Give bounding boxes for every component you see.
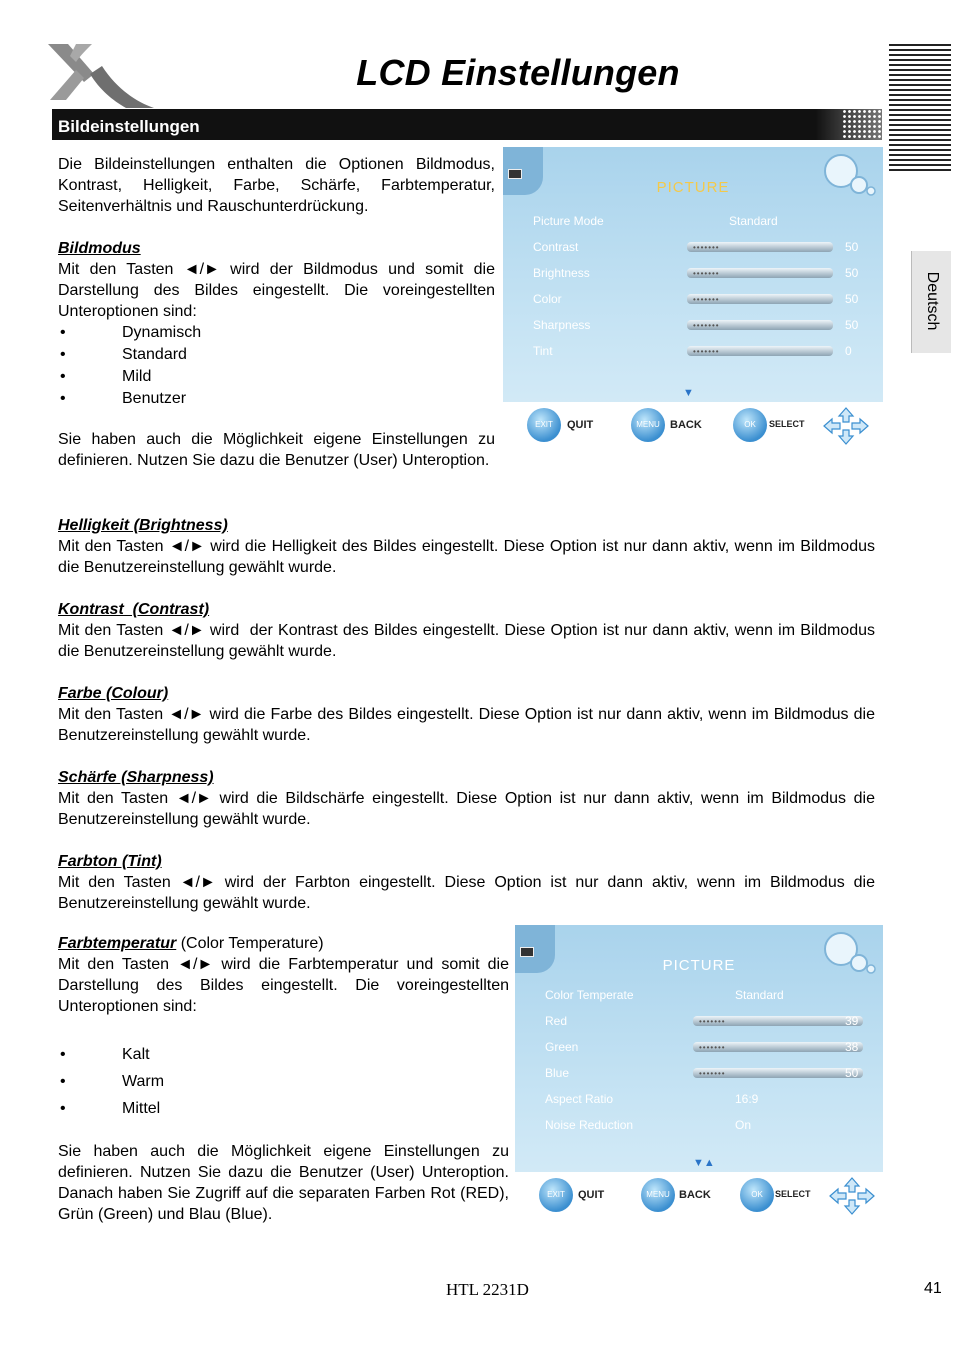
- ok-button: OK: [740, 1178, 774, 1212]
- picture-menu-screenshot: [503, 147, 883, 450]
- menu-footer: [503, 402, 883, 450]
- list-item: • Mild: [58, 366, 495, 387]
- menu-row: [545, 1115, 853, 1135]
- settings-block: [58, 515, 880, 914]
- menu-row-label: Red: [545, 1014, 568, 1028]
- bildmodus-heading: Bildmodus: [58, 240, 141, 257]
- menu-row-label: Aspect Ratio: [545, 1092, 614, 1106]
- back-label: BACK: [679, 1189, 711, 1201]
- quit-label: QUIT: [578, 1189, 605, 1201]
- decorative-stripes: [889, 44, 951, 172]
- slider-bar: •••••••: [693, 1016, 863, 1026]
- kontrast-heading: Kontrast (Contrast): [58, 601, 210, 618]
- farbton-heading: Farbton (Tint): [58, 853, 162, 870]
- section-title: Bildeinstellungen: [58, 117, 200, 136]
- menu-row: [545, 1089, 853, 1109]
- farbtemperatur-note: Sie haben auch die Möglichkeit eigene Einstellungen zu definieren. Nutzen Sie dazu die Benutzer (User) Unteroption. Danach haben Sie Zugriff auf die separaten Farben Rot (RED), Grün (Green) und Blau (Blue).: [58, 1143, 509, 1223]
- menu-row-label: Brightness: [533, 266, 590, 280]
- list-item: • Mittel: [58, 1098, 509, 1119]
- menu-row-value: 0: [845, 344, 852, 358]
- bildmodus-note: Sie haben auch die Möglichkeit eigene Einstellungen zu definieren. Nutzen Sie dazu die Benutzer (User) Unteroption.: [58, 431, 495, 469]
- scroll-arrow-icon: ▼: [683, 387, 694, 399]
- menu-row: [533, 315, 859, 335]
- menu-row: [533, 263, 859, 283]
- menu-row-value: 50: [845, 1066, 859, 1080]
- farbe-heading: Farbe (Colour): [58, 685, 169, 702]
- menu-row-label: Blue: [545, 1066, 570, 1080]
- tv-icon: [508, 169, 522, 179]
- list-item: • Dynamisch: [58, 322, 495, 343]
- menu-row: [545, 985, 853, 1005]
- menu-button: MENU: [631, 408, 665, 442]
- farbton-body: Mit den Tasten ◄/► wird der Farbton eingestellt. Diese Option ist nur dann aktiv, wenn im Bildmodus die Benutzereinstellung gewählt wurde.: [58, 874, 875, 912]
- farbtemperatur-block: [58, 933, 509, 1225]
- helligkeit-heading: Helligkeit (Brightness): [58, 517, 228, 534]
- kontrast-body: Mit den Tasten ◄/► wird der Kontrast des Bildes eingestellt. Diese Option ist nur dann aktiv, wenn im Bildmodus die Benutzereinstellung gewählt wurde.: [58, 622, 880, 660]
- menu-row-label: Noise Reduction: [545, 1118, 634, 1132]
- menu-footer: [515, 1172, 883, 1220]
- direction-pad-icon: [829, 1177, 875, 1215]
- menu-row: [545, 1011, 859, 1031]
- menu-row-value: On: [735, 1118, 752, 1132]
- menu-row-value: 38: [845, 1040, 859, 1054]
- slider-bar: •••••••: [687, 320, 833, 330]
- ok-button: OK: [733, 408, 767, 442]
- list-item: • Kalt: [58, 1044, 509, 1065]
- farbtemperatur-options: [58, 1044, 509, 1119]
- slider-bar: •••••••: [693, 1068, 863, 1078]
- menu-title: PICTURE: [656, 179, 730, 196]
- intro-text: Die Bildeinstellungen enthalten die Optionen Bildmodus, Kontrast, Helligkeit, Farbe, Schärfe, Farbtemperatur, Seitenverhältnis und Rauschunterdrückung.: [58, 156, 495, 215]
- bildmodus-body: Mit den Tasten ◄/► wird der Bildmodus und somit die Darstellung des Bildes eingestellt. Die voreingestellten Unteroptionen sind:: [58, 261, 495, 320]
- slider-bar: •••••••: [687, 346, 833, 356]
- menu-row-label: Picture Mode: [533, 214, 604, 228]
- section-header: [52, 109, 882, 140]
- language-label: Deutsch: [924, 271, 941, 331]
- menu-row-label: Sharpness: [533, 318, 591, 332]
- menu-row-label: Contrast: [533, 240, 579, 254]
- list-item: • Warm: [58, 1071, 509, 1092]
- scroll-arrows-icon: ▼▲: [693, 1157, 715, 1169]
- select-label: SELECT: [775, 1189, 811, 1199]
- menu-button: MENU: [641, 1178, 675, 1212]
- schaerfe-heading: Schärfe (Sharpness): [58, 769, 214, 786]
- menu-row-value: Standard: [729, 214, 778, 228]
- menu-row-label: Color: [533, 292, 562, 306]
- menu-row-label: Color Temperate: [545, 988, 634, 1002]
- slider-bar: •••••••: [693, 1042, 863, 1052]
- menu-row: [533, 289, 859, 309]
- farbtemperatur-heading: Farbtemperatur: [58, 935, 177, 952]
- direction-pad-icon: [823, 407, 869, 445]
- menu-row: [533, 237, 859, 257]
- menu-title: PICTURE: [662, 957, 736, 974]
- helligkeit-body: Mit den Tasten ◄/► wird die Helligkeit des Bildes eingestellt. Diese Option ist nur dann aktiv, wenn im Bildmodus die Benutzereinstellung gewählt wurde.: [58, 538, 875, 576]
- menu-row-value: Standard: [735, 988, 784, 1002]
- model-name: HTL 2231D: [446, 1280, 529, 1299]
- farbtemperatur-heading-suffix: (Color Temperature): [176, 935, 324, 952]
- menu-row-value: 50: [845, 266, 859, 280]
- menu-row-label: Tint: [533, 344, 553, 358]
- bildmodus-options: [58, 322, 495, 409]
- page-number: 41: [924, 1280, 942, 1297]
- menu-row-value: 16:9: [735, 1092, 759, 1106]
- select-label: SELECT: [769, 419, 805, 429]
- schaerfe-body: Mit den Tasten ◄/► wird die Bildschärfe eingestellt. Diese Option ist nur dann aktiv, wenn im Bildmodus die Benutzereinstellung gewählt wurde.: [58, 790, 875, 828]
- quit-label: QUIT: [567, 419, 594, 431]
- dot-pattern: [842, 109, 882, 140]
- back-label: BACK: [670, 419, 702, 431]
- farbtemperatur-body: Mit den Tasten ◄/► wird die Farbtemperatur und somit die Darstellung des Bildes eingestellt. Die voreingestellten Unteroptionen sind:: [58, 956, 509, 1015]
- menu-row: [545, 1063, 859, 1083]
- slider-bar: •••••••: [687, 268, 833, 278]
- exit-button: EXIT: [539, 1178, 573, 1212]
- intro-block: [58, 154, 495, 471]
- menu-row: [533, 211, 853, 231]
- menu-row-value: 39: [845, 1014, 859, 1028]
- menu-row: [545, 1037, 859, 1057]
- color-temperature-menu-screenshot: [515, 925, 883, 1220]
- slider-bar: •••••••: [687, 294, 833, 304]
- slider-bar: •••••••: [687, 242, 833, 252]
- menu-row-label: Green: [545, 1040, 579, 1054]
- menu-row-value: 50: [845, 292, 859, 306]
- list-item: • Benutzer: [58, 388, 495, 409]
- page-title: LCD Einstellungen: [356, 52, 680, 93]
- menu-row-value: 50: [845, 240, 859, 254]
- language-tab: [911, 251, 951, 353]
- farbe-body: Mit den Tasten ◄/► wird die Farbe des Bildes eingestellt. Diese Option ist nur dann aktiv, wenn im Bildmodus die Benutzereinstellung gewählt wurde.: [58, 706, 875, 744]
- exit-button: EXIT: [527, 408, 561, 442]
- menu-row: [533, 341, 853, 361]
- list-item: • Standard: [58, 344, 495, 365]
- menu-row-value: 50: [845, 318, 859, 332]
- tv-icon: [520, 947, 534, 957]
